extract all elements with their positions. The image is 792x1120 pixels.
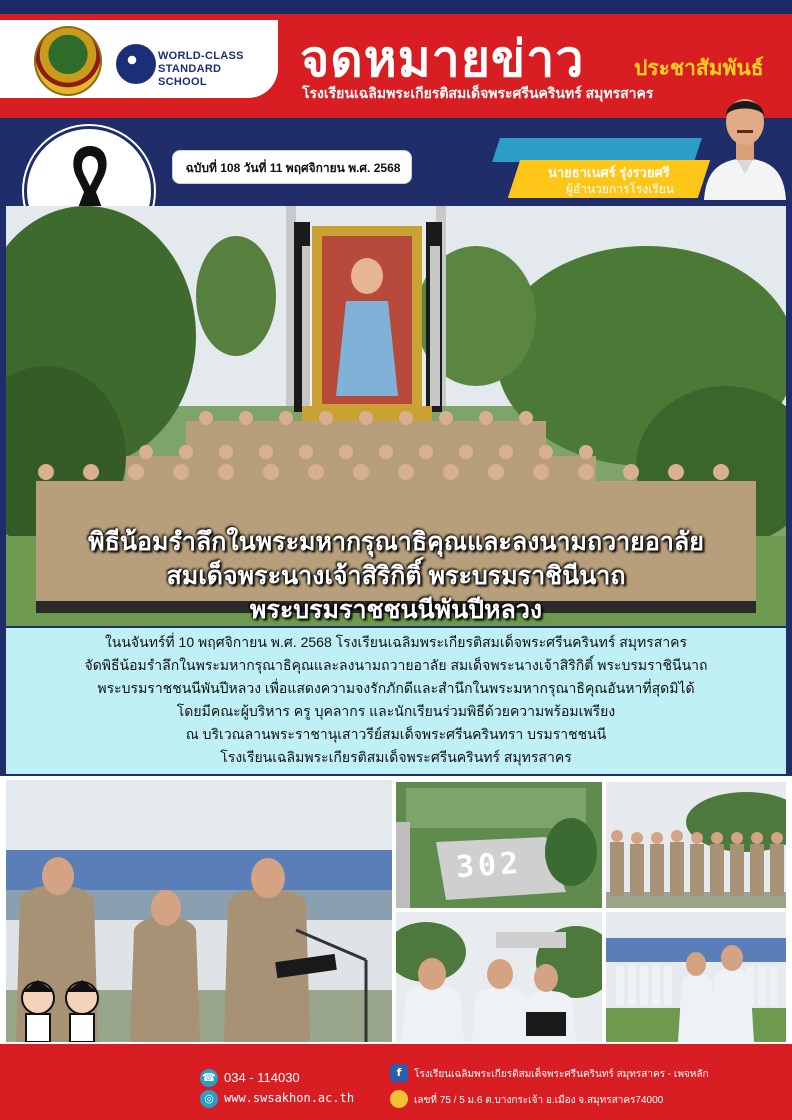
newsletter-subtitle: ประชาสัมพันธ์ — [634, 57, 764, 80]
phone-icon: ☎ — [200, 1069, 218, 1087]
footer-website[interactable]: www.swsakhon.ac.th — [224, 1091, 355, 1105]
footer-band — [0, 1044, 792, 1120]
school-seal-logo — [34, 26, 102, 96]
school-name: โรงเรียนเฉลิมพระเกียรติสมเด็จพระศรีนครินทร์ สมุทรสาคร — [302, 85, 654, 101]
footer-phone[interactable]: 034 - 114030 — [224, 1070, 300, 1085]
headline-line-2: สมเด็จพระนางเจ้าสิริกิติ์ พระบรมราชินีนาถ — [166, 562, 626, 590]
mascot-icon — [16, 980, 106, 1042]
facebook-icon: f — [390, 1064, 408, 1082]
gallery-photo-aerial — [396, 782, 602, 908]
top-strip — [0, 0, 792, 14]
world-class-logo — [116, 44, 246, 88]
gallery-photo-students-reading — [396, 912, 602, 1042]
director-photo — [700, 78, 790, 200]
globe-icon — [116, 44, 156, 84]
gallery-photo-signing — [6, 780, 392, 1042]
director-name: นายธาเนศร์ รุ่งรวยศรี — [548, 165, 670, 180]
staff-line-scene — [606, 782, 786, 908]
gallery-photo-student-line — [606, 912, 786, 1042]
director-title: ผู้อำนวยการโรงเรียน — [566, 182, 674, 196]
aerial-number: 302 — [454, 845, 524, 886]
description-line-1: ในนจันทร์ที่ 10 พฤศจิกายน พ.ศ. 2568 โรงเรียนเฉลิมพระเกียรติสมเด็จพระศรีนครินทร์ สมุทรสาคร — [104, 634, 688, 650]
issue-box — [172, 150, 412, 184]
description-line-4: โดยมีคณะผู้บริหาร ครู บุคลากร และนักเรียนร่วมพิธีด้วยความพร้อมเพรียง — [176, 703, 616, 719]
description-line-3: พระบรมราชชนนีพันปีหลวง เพื่อแสดงความจงรักภักดีและสำนึกในพระมหากรุณาธิคุณอันหาที่สุดมิได้ — [97, 680, 695, 696]
headline-line-3: พระบรมราชชนนีพันปีหลวง — [249, 596, 543, 624]
footer-address: เลขที่ 75 / 5 ม.6 ต.บางกระเจ้า อ.เมือง จ.สมุทรสาคร74000 — [414, 1095, 664, 1106]
issue-label: ฉบับที่ 108 วันที่ 11 พฤศจิกายน พ.ศ. 2568 — [185, 161, 401, 175]
footer-facebook[interactable]: โรงเรียนเฉลิมพระเกียรติสมเด็จพระศรีนครินทร์ สมุทรสาคร - เพจหลัก — [414, 1069, 709, 1080]
description-line-6: โรงเรียนเฉลิมพระเกียรติสมเด็จพระศรีนครินทร์ สมุทรสาคร — [220, 749, 572, 765]
director-teal-bar — [492, 138, 702, 162]
student-line-scene — [606, 912, 786, 1042]
world-class-line2: STANDARD SCHOOL — [158, 63, 222, 88]
aerial-scene — [396, 782, 602, 908]
globe-icon-footer: ◎ — [200, 1090, 218, 1108]
description-box — [6, 628, 786, 774]
world-class-line1: WORLD-CLASS — [158, 50, 244, 62]
ceremony-group-photo — [6, 206, 786, 626]
school-seal-icon — [390, 1090, 408, 1108]
newsletter-title: จดหมายข่าว — [300, 31, 585, 87]
gallery-photo-staff-line — [606, 782, 786, 908]
students-reading-scene — [396, 912, 602, 1042]
description-line-5: ณ บริเวณลานพระราชานุเสาวรีย์สมเด็จพระศรีนครินทรา บรมราชชนนี — [185, 726, 607, 742]
description-line-2: จัดพิธีน้อมรำลึกในพระมหากรุณาธิคุณและลงนามถวายอาลัย สมเด็จพระนางเจ้าสิริกิติ์ พระบรมราชินีนาถ — [84, 657, 708, 673]
headline-line-1: พิธีน้อมรำลึกในพระมหากรุณาธิคุณและลงนามถวายอาลัย — [88, 528, 704, 556]
